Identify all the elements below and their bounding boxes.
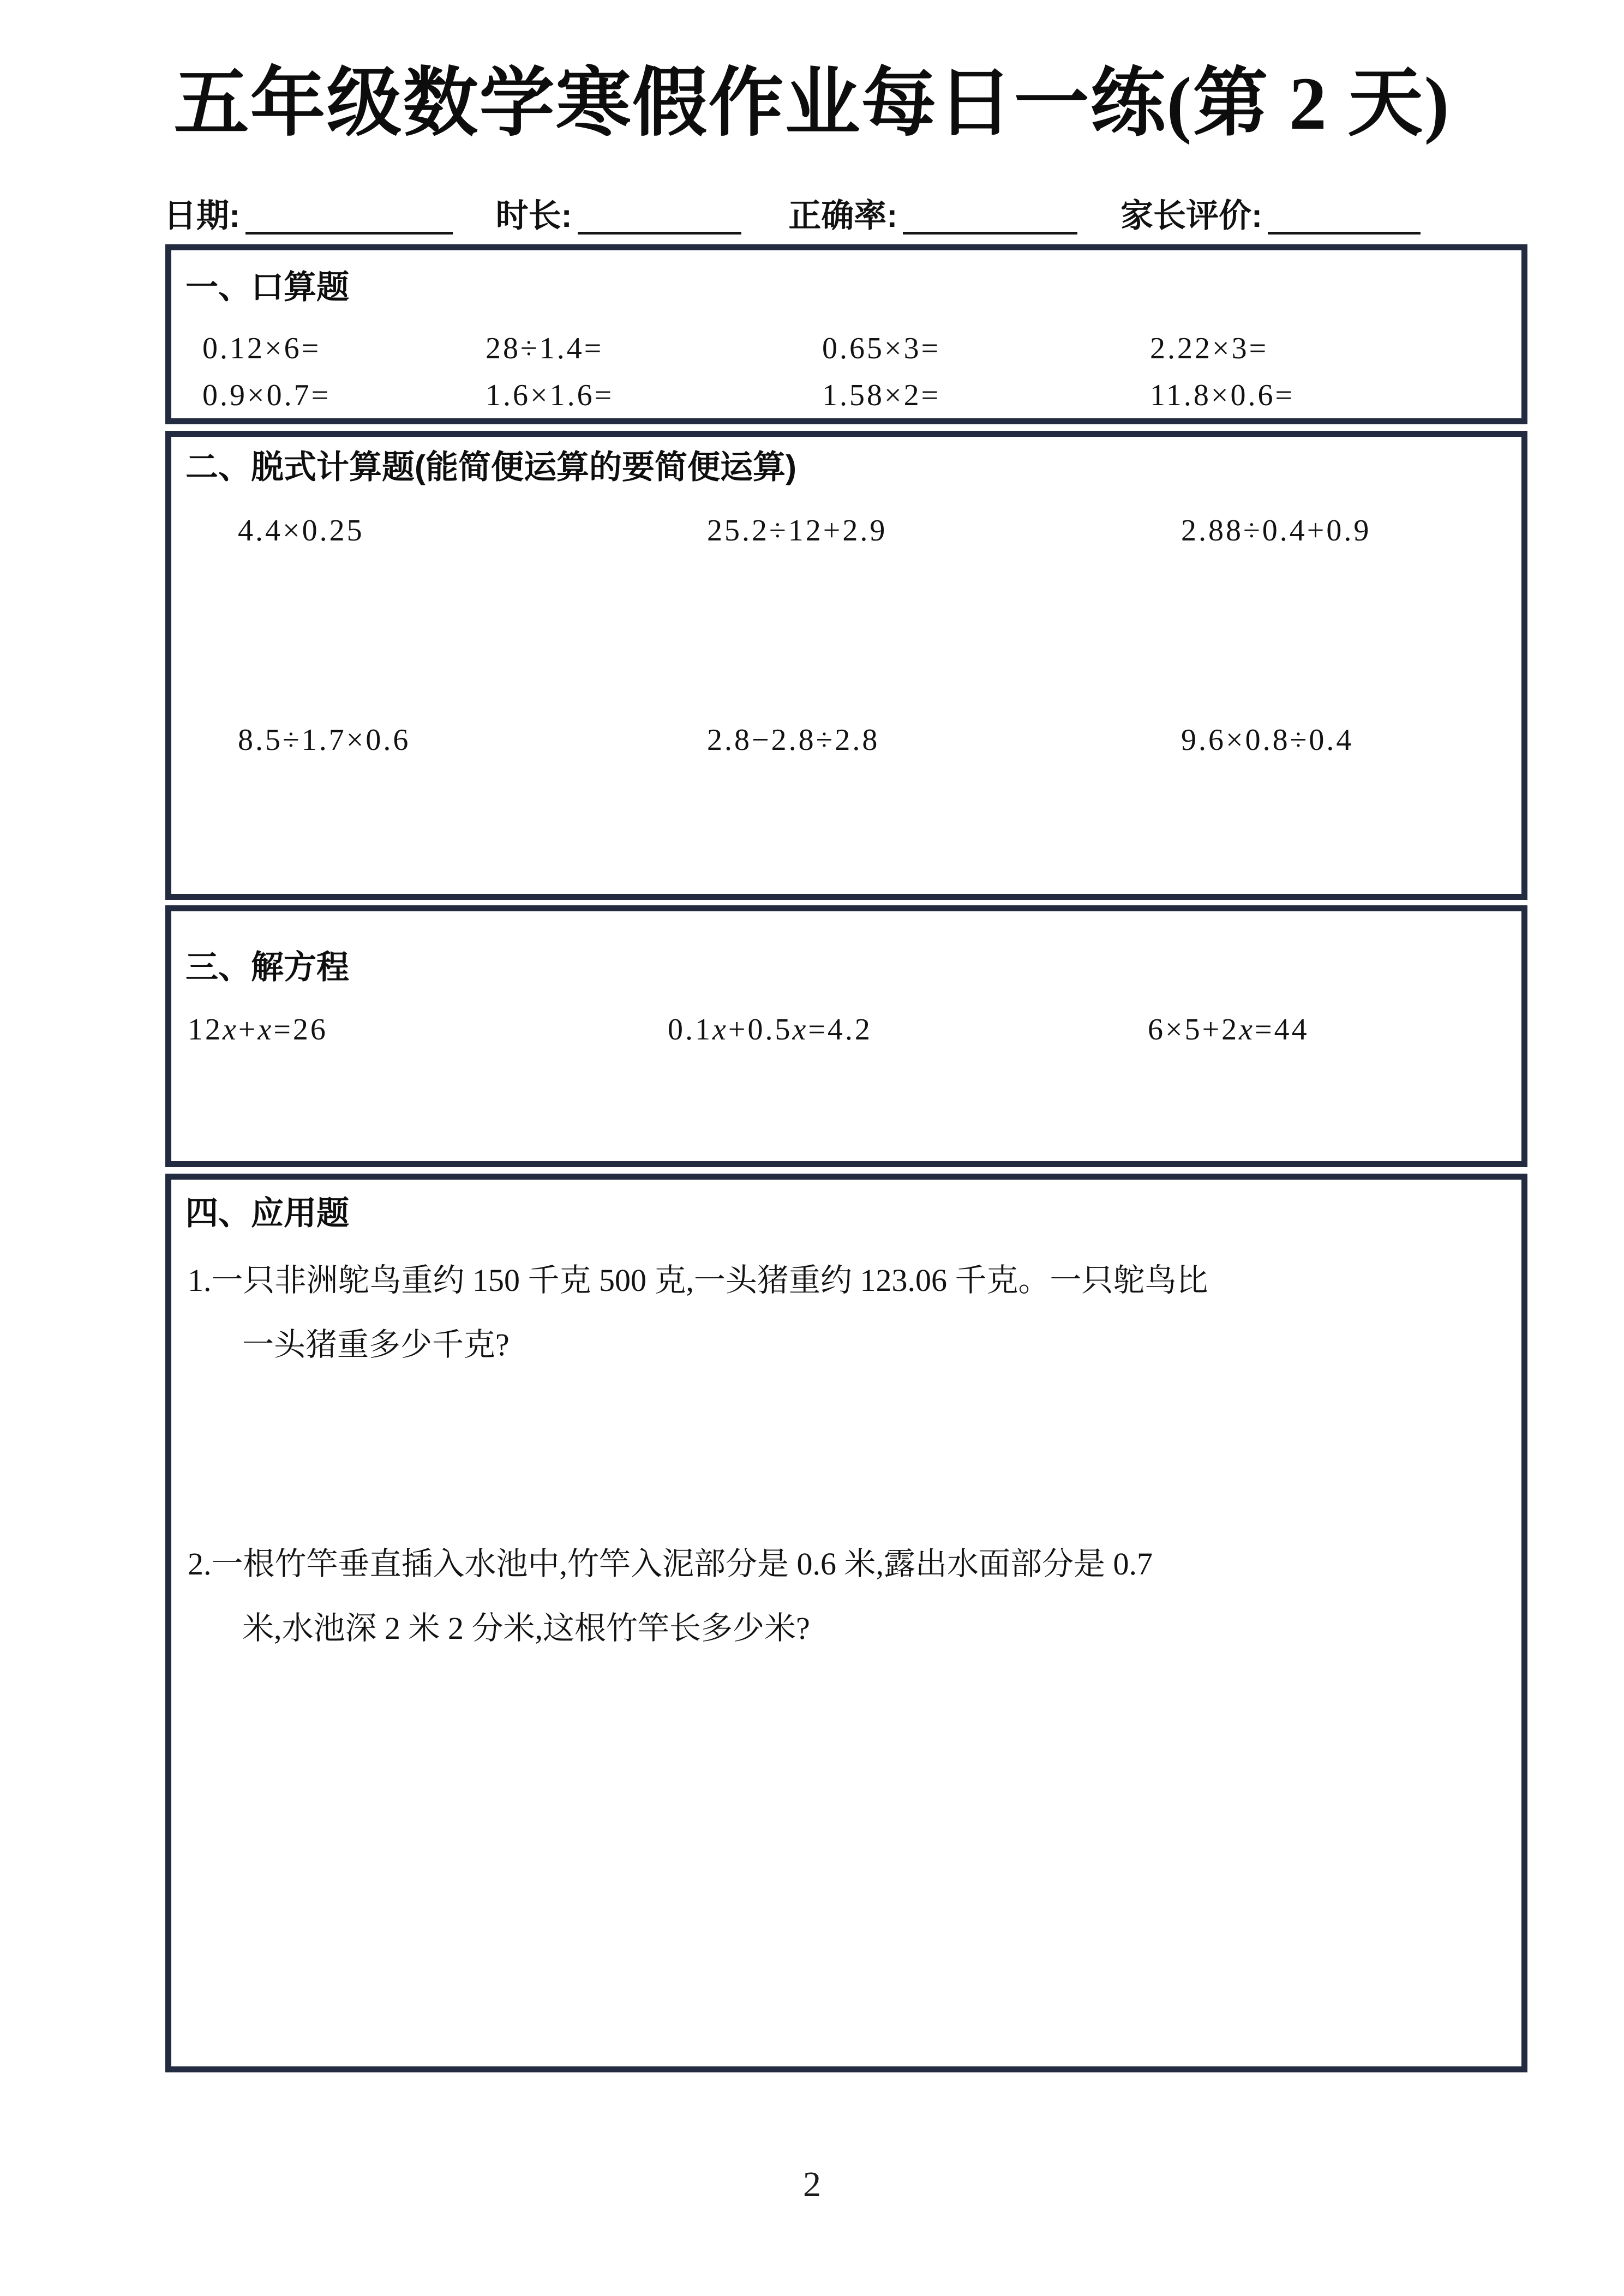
oral-problem: 1.6×1.6=: [486, 378, 614, 412]
oral-problem: 0.9×0.7=: [202, 378, 331, 412]
step-problem: 2.88÷0.4+0.9: [1181, 514, 1371, 548]
oral-problem: 28÷1.4=: [486, 332, 604, 365]
step-problems-row-1: [238, 513, 1521, 548]
word-problem-line: 1.一只非洲鸵鸟重约 150 千克 500 克,一头猪重约 123.06 千克。一只鸵鸟比: [188, 1263, 1208, 1298]
oral-problem: 11.8×0.6=: [1150, 378, 1295, 412]
oral-problem: 0.12×6=: [202, 332, 321, 365]
section-step-calculation-heading: 二、脱式计算题(能简便运算的要简便运算): [185, 449, 796, 485]
equation-problem: 6×5+2x=44: [1148, 1013, 1309, 1047]
word-problem-line: 米,水池深 2 米 2 分米,这根竹竿长多少米?: [242, 1610, 810, 1646]
section-step-calculation: [165, 431, 1527, 900]
header-fields: [164, 190, 1489, 237]
step-problem: 9.6×0.8÷0.4: [1181, 723, 1354, 757]
step-problem: 4.4×0.25: [238, 514, 364, 548]
duration-label: 时长:: [495, 197, 572, 234]
word-problem-1: [188, 1248, 1489, 1377]
step-problem: 2.8−2.8÷2.8: [707, 723, 880, 757]
oral-problem: 2.22×3=: [1150, 332, 1269, 365]
step-problems-row-2: [238, 723, 1521, 758]
oral-problem: 0.65×3=: [822, 332, 941, 365]
oral-problems-row-2: [202, 378, 1521, 413]
section-solve-equations: [165, 905, 1527, 1167]
page-number: 2: [803, 2165, 821, 2204]
parent-evaluation-blank-line: [1268, 198, 1421, 235]
oral-problems-row-1: [202, 331, 1521, 366]
page-title: 五年级数学寒假作业每日一练(第 2 天): [173, 62, 1451, 145]
parent-evaluation-label: 家长评价:: [1120, 197, 1262, 234]
section-word-problems-heading: 四、应用题: [185, 1195, 349, 1231]
duration-blank-line: [578, 198, 741, 235]
date-blank-line: [245, 198, 453, 235]
accuracy-label: 正确率:: [788, 197, 898, 234]
section-solve-equations-heading: 三、解方程: [185, 949, 349, 985]
equation-problem: 12x+x=26: [188, 1013, 328, 1047]
oral-problem: 1.58×2=: [822, 378, 941, 412]
accuracy-blank-line: [903, 198, 1077, 235]
step-problem: 25.2÷12+2.9: [707, 514, 888, 548]
word-problem-line: 2.一根竹竿垂直插入水池中,竹竿入泥部分是 0.6 米,露出水面部分是 0.7: [188, 1546, 1153, 1582]
step-problem: 8.5÷1.7×0.6: [238, 723, 411, 757]
date-label: 日期:: [164, 197, 240, 234]
word-problem-line: 一头猪重多少千克?: [242, 1327, 510, 1362]
section-word-problems: [165, 1174, 1527, 2072]
section-oral-calculation: [165, 244, 1527, 424]
equation-problem: 0.1x+0.5x=4.2: [668, 1013, 872, 1047]
word-problem-2: [188, 1532, 1489, 1661]
section-oral-calculation-heading: 一、口算题: [185, 269, 349, 305]
equations-row: [188, 1012, 1521, 1047]
